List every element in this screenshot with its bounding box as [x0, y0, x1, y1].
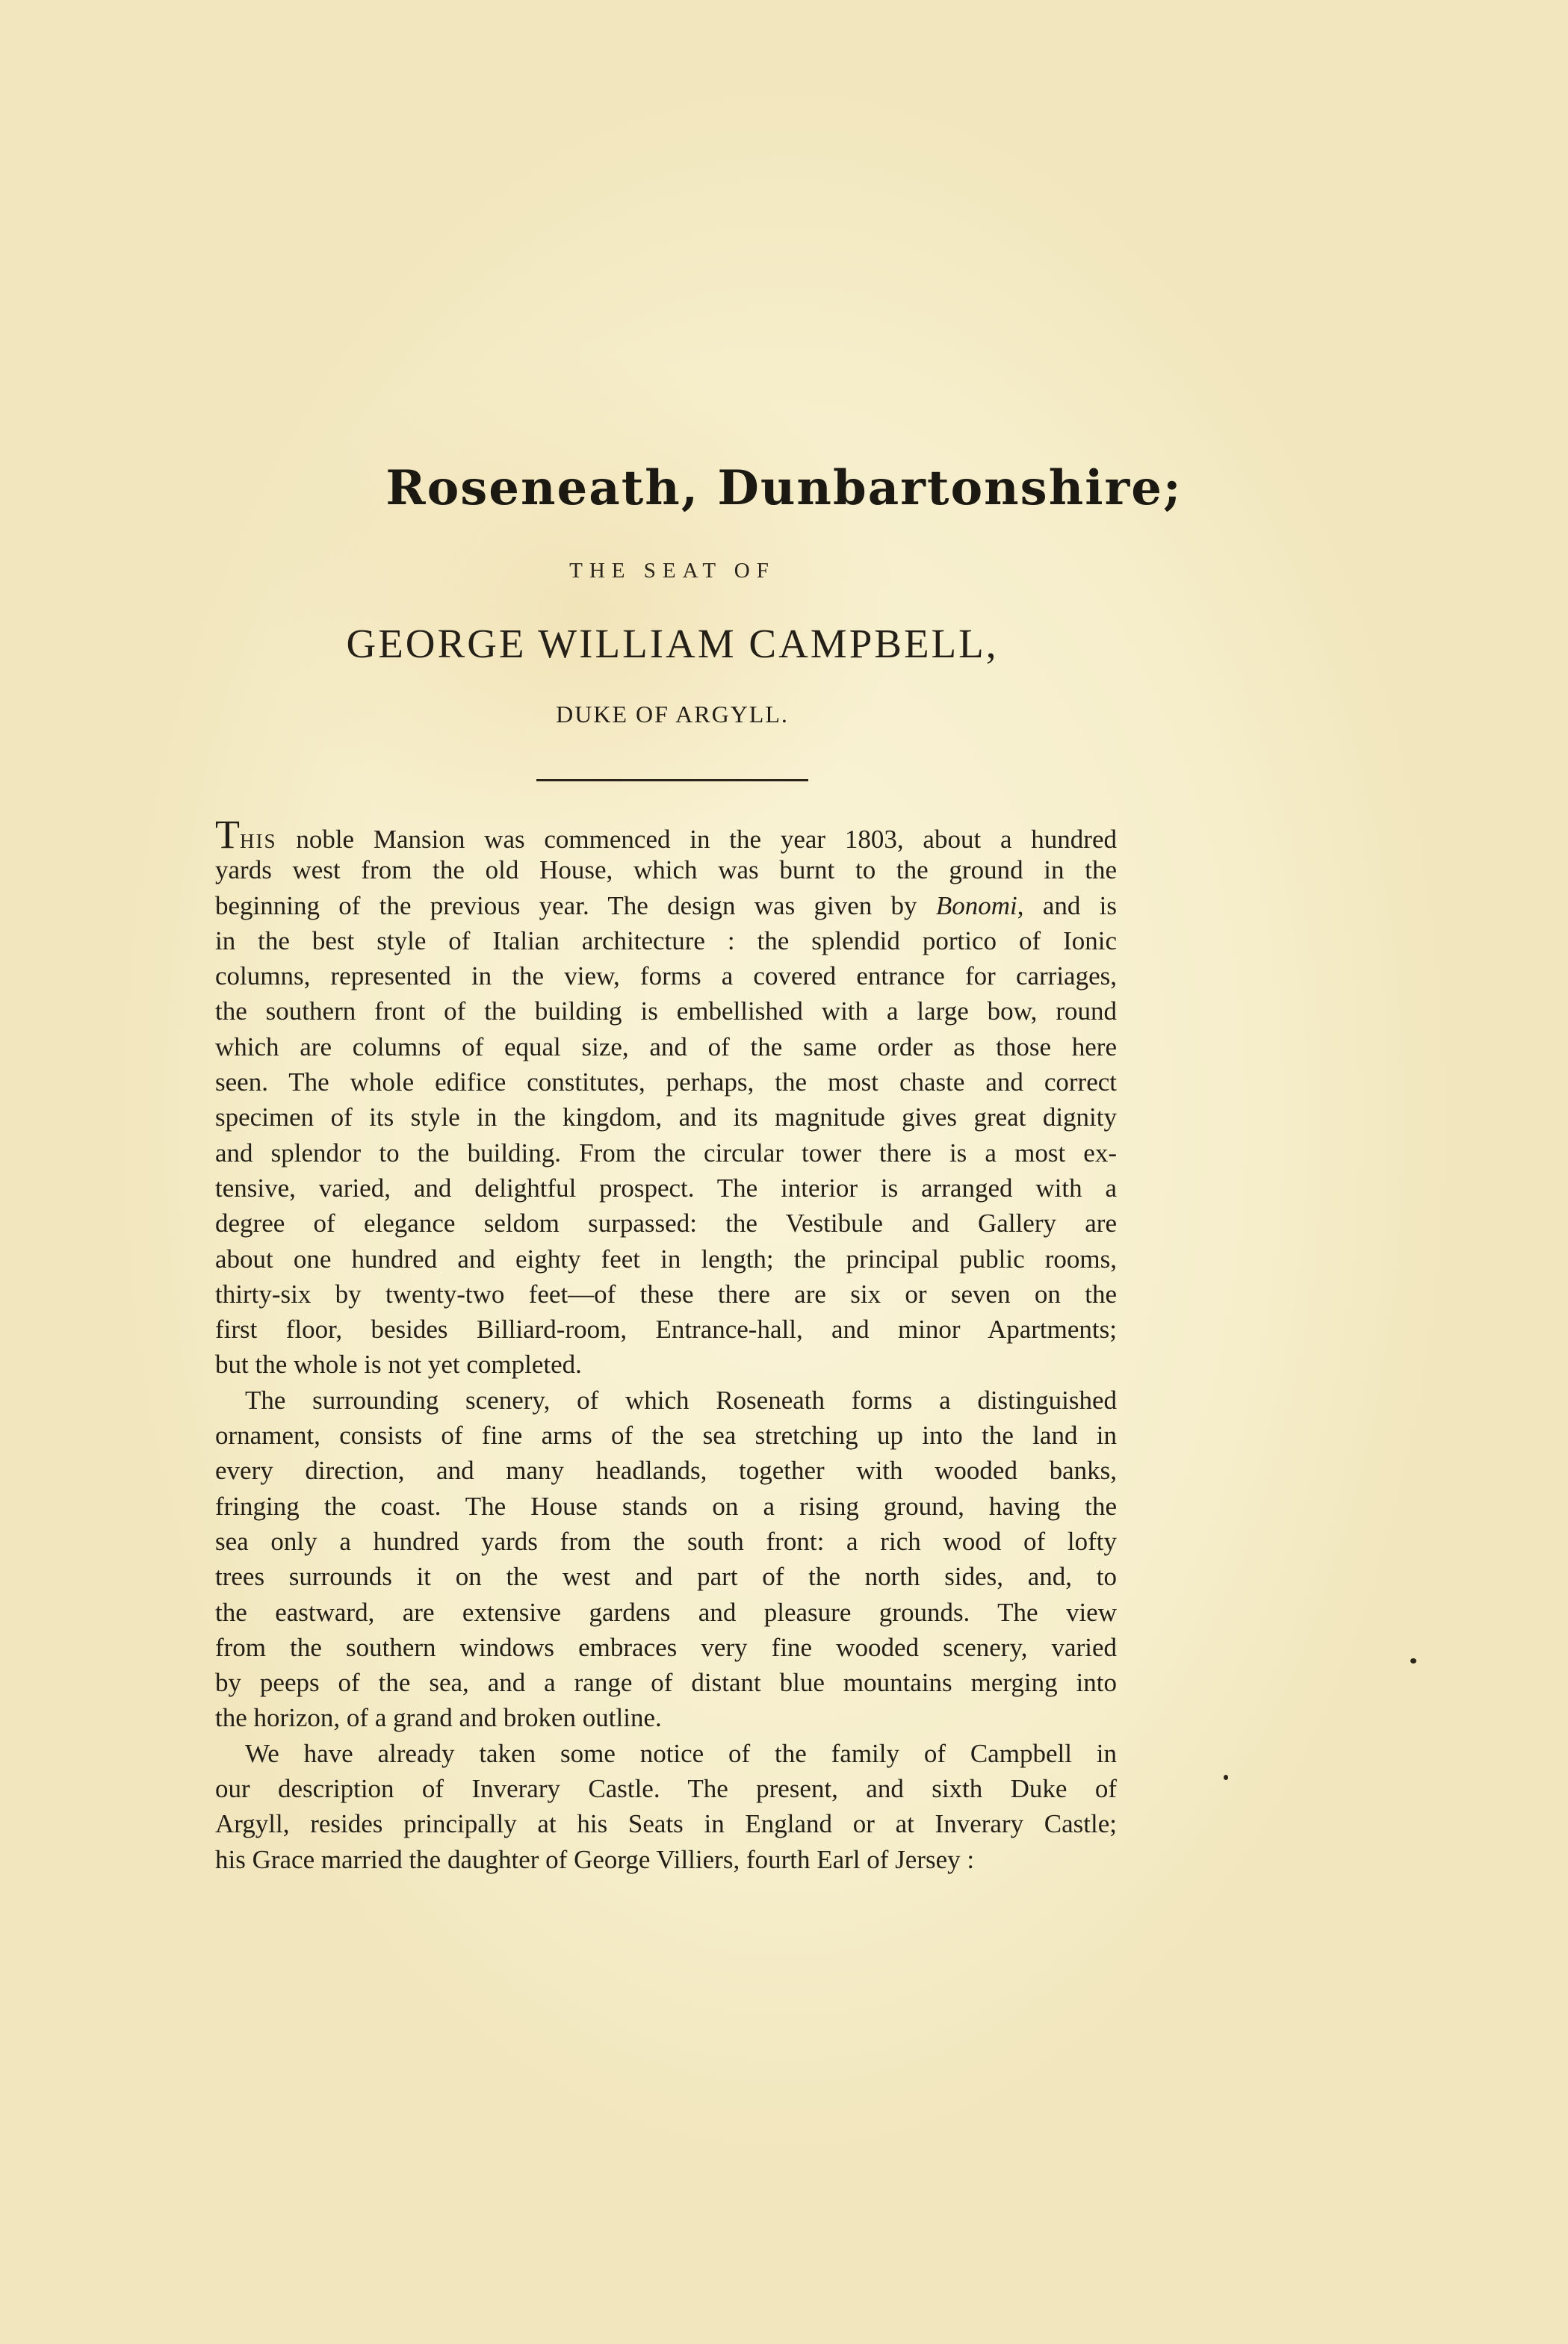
ink-speck: [1224, 1775, 1228, 1780]
seat-of-label: THE SEAT OF: [569, 559, 775, 583]
text-line: his Grace married the daughter of George Villiers, fourth Earl of Jersey :: [215, 1844, 975, 1874]
text-line: fringing the coast. The House stands on a rising ground, having the: [215, 1491, 1117, 1521]
text-line: ornament, consists of fine arms of the sea stretching up into the land in: [215, 1421, 1117, 1451]
text-line: from the southern windows embraces very fine wooded scenery, varied: [215, 1632, 1117, 1662]
text-line: first floor, besides Billiard-room, Entrance-hall, and minor Apartments;: [215, 1315, 1117, 1345]
text-line: which are columns of equal size, and of the same order as those here: [215, 1032, 1117, 1061]
text-line: degree of elegance seldom surpassed: the Vestibule and Gallery are: [215, 1209, 1117, 1238]
text-line: about one hundred and eighty feet in length; the principal public rooms,: [215, 1244, 1117, 1274]
text-line: beginning of the previous year. The design was given by Bonomi, and is: [215, 890, 1118, 920]
text-line: THIS noble Mansion was commenced in the year 1803, about a hundred: [215, 812, 1117, 857]
text-line: specimen of its style in the kingdom, and its magnitude gives great dignity: [215, 1103, 1117, 1132]
text-line: We have already taken some notice of the family of Campbell in: [245, 1738, 1117, 1768]
text-line: our description of Inverary Castle. The present, and sixth Duke of: [215, 1774, 1117, 1804]
text-line: thirty-six by twenty-two feet—of these there are six or seven on the: [215, 1279, 1117, 1309]
text-line: Argyll, resides principally at his Seats in England or at Inverary Castle;: [215, 1809, 1117, 1839]
text-line: the southern front of the building is embellished with a large bow, round: [215, 996, 1117, 1026]
text-line: the horizon, of a grand and broken outline.: [215, 1703, 662, 1733]
text-line: columns, represented in the view, forms a covered entrance for carriages,: [215, 961, 1117, 991]
owner-name: GEORGE WILLIAM CAMPBELL,: [346, 621, 999, 666]
text-line: trees surrounds it on the west and part of the north sides, and, to: [215, 1562, 1117, 1592]
divider-rule: [536, 779, 808, 781]
show-through: [881, 314, 889, 348]
text-line: and splendor to the building. From the circular tower there is a most ex-: [215, 1138, 1117, 1168]
text-line: every direction, and many headlands, together with wooded banks,: [215, 1456, 1117, 1486]
text-line: sea only a hundred yards from the south front: a rich wood of lofty: [215, 1526, 1117, 1556]
body-text: [215, 812, 1118, 1877]
text-line: but the whole is not yet completed.: [215, 1350, 582, 1380]
text-line: yards west from the old House, which was burnt to the ground in the: [215, 855, 1117, 885]
owner-title: DUKE OF ARGYLL.: [556, 701, 789, 728]
text-line: seen. The whole edifice constitutes, perhaps, the most chaste and correct: [215, 1067, 1117, 1097]
text-line: the eastward, are extensive gardens and pleasure grounds. The view: [215, 1597, 1117, 1627]
ink-speck: [1410, 1658, 1416, 1664]
text-line: The surrounding scenery, of which Roseneath forms a distinguished: [245, 1385, 1117, 1415]
text-line: in the best style of Italian architecture : the splendid portico of Ionic: [215, 925, 1117, 955]
text-line: by peeps of the sea, and a range of distant blue mountains merging into: [215, 1668, 1117, 1698]
text-line: tensive, varied, and delightful prospect. The interior is arranged with a: [215, 1173, 1117, 1203]
page-title: Roseneath, Dunbartonshire;: [385, 460, 1183, 516]
